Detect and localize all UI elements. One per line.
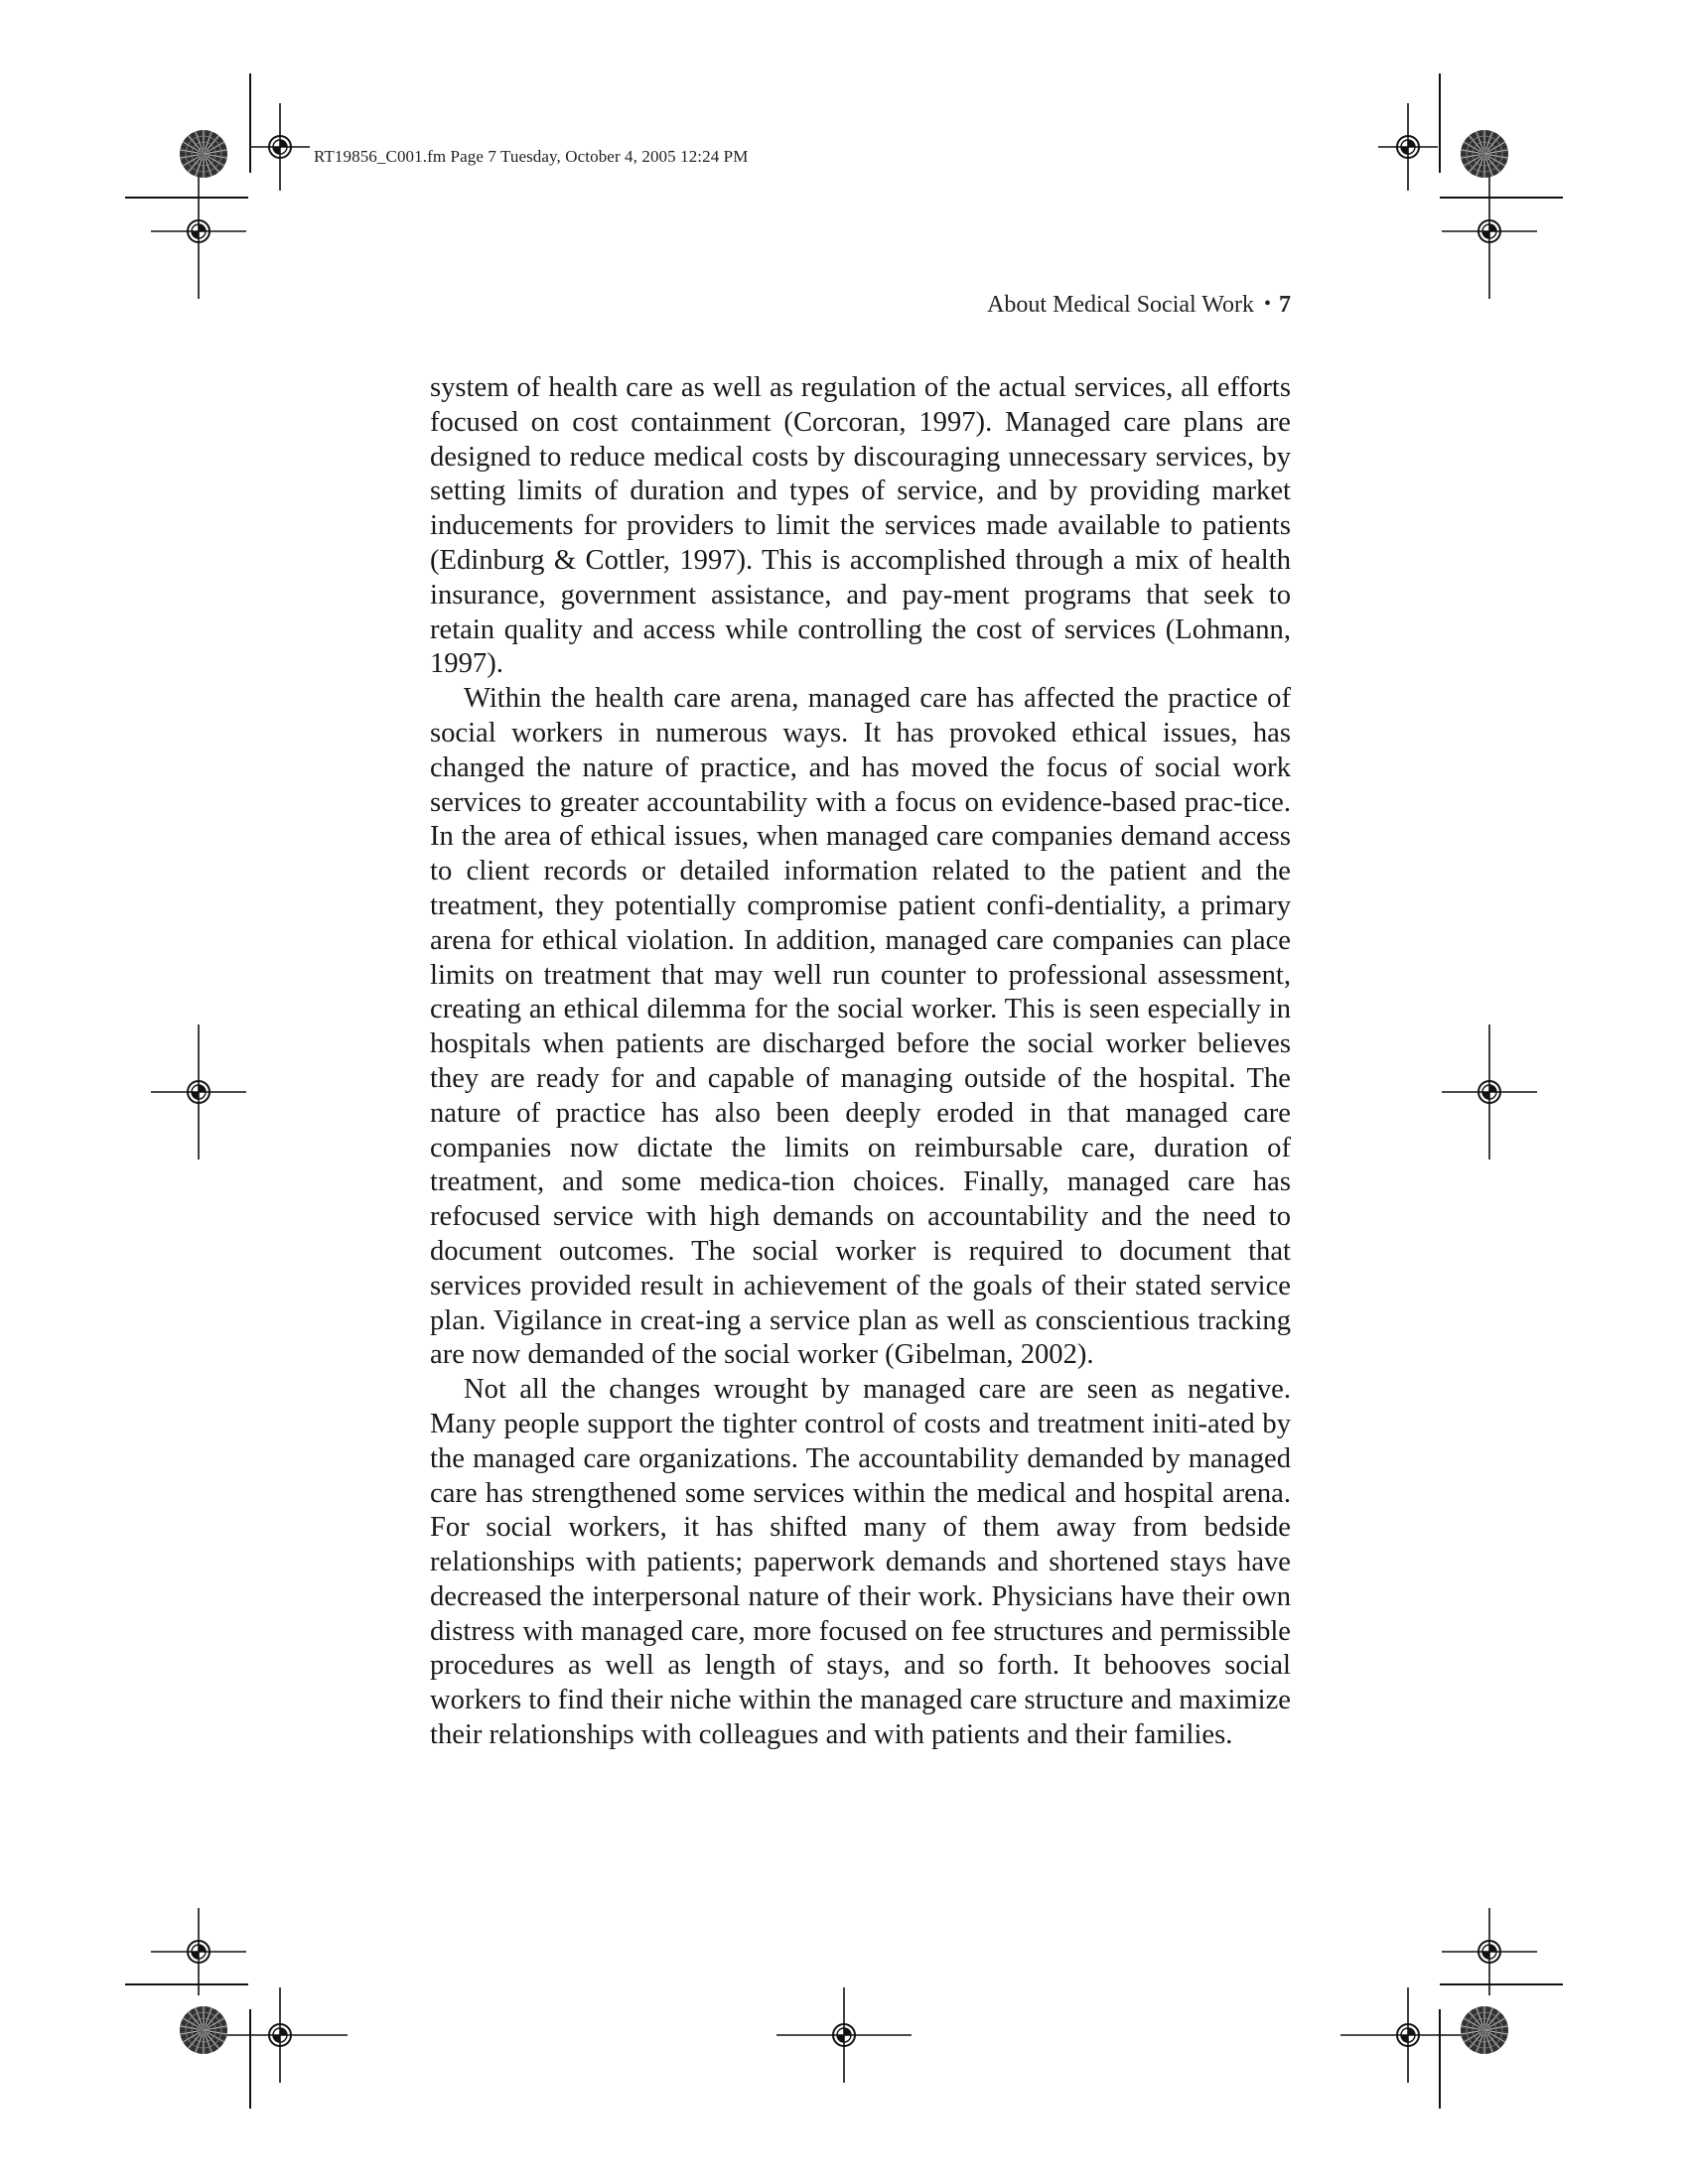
crop-mark-line bbox=[125, 197, 248, 199]
crop-mark-line bbox=[1439, 73, 1441, 173]
registration-mark-icon bbox=[1338, 1966, 1477, 2105]
color-target-disc-icon bbox=[1460, 2005, 1509, 2055]
crop-mark-line bbox=[1440, 1983, 1563, 1985]
registration-mark-icon bbox=[211, 1966, 350, 2105]
running-head bbox=[987, 292, 1291, 319]
registration-mark-icon bbox=[129, 162, 268, 301]
crop-mark-line bbox=[125, 1983, 248, 1985]
registration-mark-icon bbox=[774, 1966, 914, 2105]
registration-mark-icon bbox=[1420, 1023, 1559, 1161]
registration-mark-icon bbox=[1420, 162, 1559, 301]
crop-mark-line bbox=[1440, 197, 1563, 199]
body-text bbox=[430, 371, 1291, 1753]
paragraph-1: system of health care as well as regulation of the actual services, all efforts focused on cost containment (Corcoran, 1997). Managed care plans are designed to reduce medical costs by discouraging unnecessary services, by setting limits of duration and types of service, and by providing market inducements for providers to limit the services made available to patients (Edinburg & Cottler, 1997). This is accomplished through a mix of health insurance, government assistance, and pay-ment programs that seek to retain quality and access while controlling the cost of services (Lohmann, 1997). bbox=[430, 372, 1291, 680]
color-target-disc-icon bbox=[179, 129, 228, 179]
crop-mark-line bbox=[249, 73, 251, 173]
color-target-disc-icon bbox=[1460, 129, 1509, 179]
paragraph-3: Not all the changes wrought by managed care are seen as negative. Many people support the tighter control of costs and treatment initi-ated by the managed care organizations. The accountability demanded by managed care has strengthened some services within the medical and hospital arena. For social workers, it has shifted many of them away from bedside relationships with patients; paperwork demands and shortened stays have decreased the interpersonal nature of their work. Physicians have their own distress with managed care, more focused on fee structures and permissible procedures as well as length of stays, and so forth. It behooves social workers to find their niche within the managed care structure and maximize their relationships with colleagues and with patients and their families. bbox=[430, 1374, 1291, 1751]
color-target-disc-icon bbox=[179, 2005, 228, 2055]
page-number: 7 bbox=[1279, 292, 1291, 318]
registration-mark-icon bbox=[129, 1023, 268, 1161]
running-head-title: About Medical Social Work bbox=[987, 292, 1254, 318]
crop-mark-line bbox=[1439, 2009, 1441, 2109]
file-slug-line: RT19856_C001.fm Page 7 Tuesday, October 4, 2005 12:24 PM bbox=[314, 147, 749, 166]
paragraph-2: Within the health care arena, managed care has affected the practice of social workers in numerous ways. It has provoked ethical issues, has changed the nature of practice, and has moved the focus of social work services to greater accountability with a focus on evidence-based prac-tice. In the area of ethical issues, when managed care companies demand access to client records or detailed information related to the patient and the treatment, they potentially compromise patient confi-dentiality, a primary arena for ethical violation. In addition, managed care companies can place limits on treatment that may well run counter to professional assessment, creating an ethical dilemma for the social worker. This is seen especially in hospitals when patients are discharged before the social worker believes they are ready for and capable of managing outside of the hospital. The nature of practice has also been deeply eroded in that managed care companies now dictate the limits on reimbursable care, duration of treatment, and some medica-tion choices. Finally, managed care has refocused service with high demands on accountability and the need to document outcomes. The social worker is required to document that services provided result in achievement of the goals of their stated service plan. Vigilance in creat-ing a service plan as well as conscientious tracking are now demanded of the social worker (Gibelman, 2002). bbox=[430, 683, 1291, 1371]
bullet-separator: • bbox=[1263, 293, 1271, 315]
crop-mark-line bbox=[249, 2009, 251, 2109]
